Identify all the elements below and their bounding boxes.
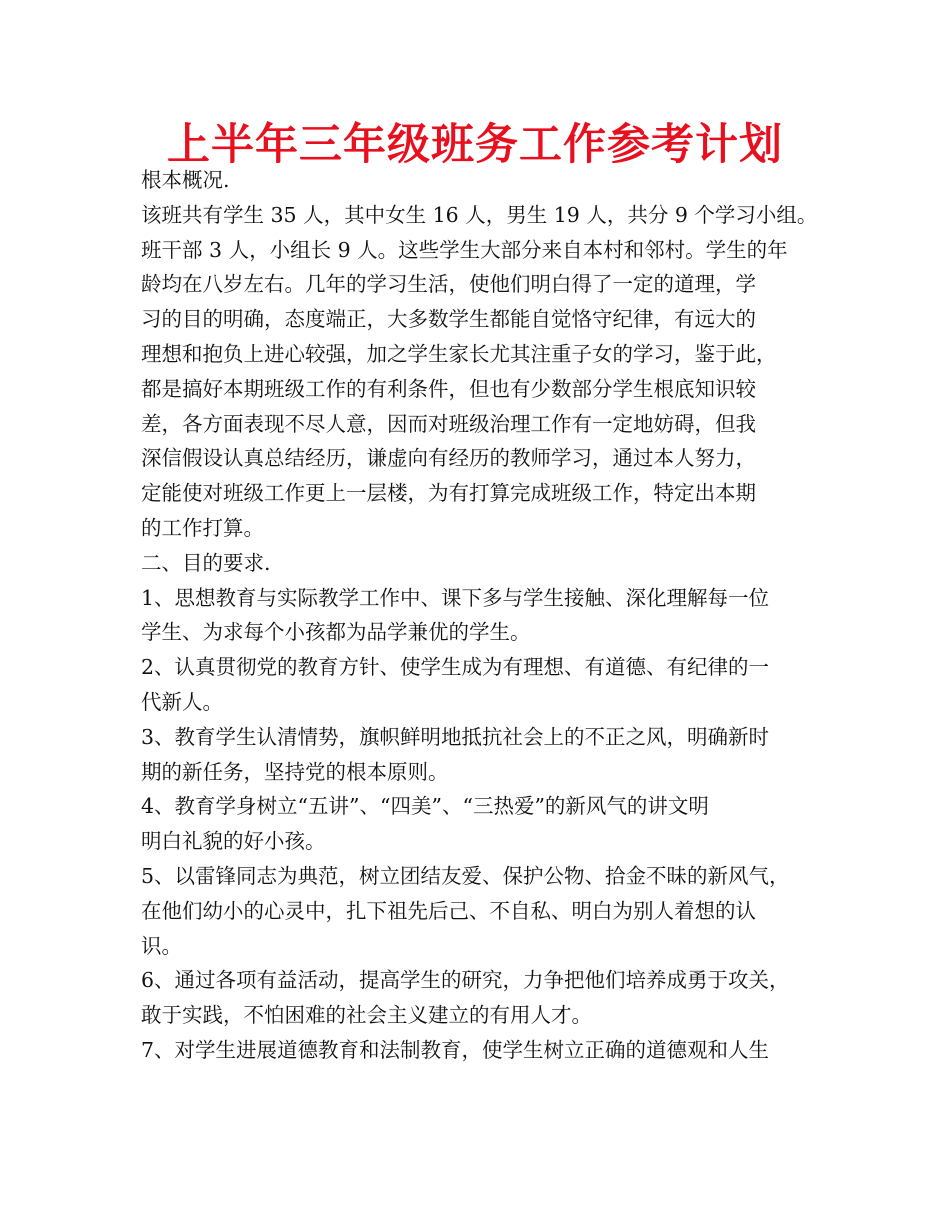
list-item-line: 7、对学生进展道德教育和法制教育，使学生树立正确的道德观和人生: [141, 1037, 770, 1062]
list-item-line: 期的新任务，坚持党的根本原则。: [141, 759, 449, 784]
text-line: 根本概况.: [141, 168, 230, 192]
list-item-line: 代新人。: [141, 689, 223, 714]
list-item-line: 3、教育学生认清情势，旗帜鲜明地抵抗社会上的不正之风，明确新时: [141, 724, 770, 749]
list-item-line: 学生、为求每个小孩都为品学兼优的学生。: [141, 620, 531, 645]
text-line: 习的目的明确，态度端正，大多数学生都能自觉恪守纪律，有远大的: [141, 307, 756, 332]
text-line: 都是搞好本期班级工作的有利条件，但也有少数部分学生根底知识较: [141, 376, 756, 401]
section-heading: 二、目的要求.: [141, 550, 271, 575]
list-item-line: 明白礼貌的好小孩。: [141, 829, 326, 854]
text-line: 差，各方面表现不尽人意，因而对班级治理工作有一定地妨碍，但我: [141, 411, 756, 436]
list-item-line: 1、思想教育与实际教学工作中、课下多与学生接触、深化理解每一位: [141, 585, 770, 610]
list-item-line: 识。: [141, 933, 182, 958]
list-item-line: 在他们幼小的心灵中，扎下祖先后己、不自私、明白为别人着想的认: [141, 898, 756, 923]
text-line: 龄均在八岁左右。几年的学习生活，使他们明白得了一定的道理，学: [141, 272, 756, 297]
list-item-line: 5、以雷锋同志为典范，树立团结友爱、保护公物、拾金不昧的新风气，: [141, 863, 790, 888]
list-item-line: 4、教育学身树立“五讲”、“四美”、“三热爱”的新风气的讲文明: [141, 794, 709, 819]
text-line: 深信假设认真总结经历，谦虚向有经历的教师学习，通过本人努力，: [141, 446, 756, 471]
page-title: 上半年三年级班务工作参考计划: [167, 120, 783, 170]
document-body: [141, 163, 841, 1068]
text-line: 定能使对班级工作更上一层楼，为有打算完成班级工作，特定出本期: [141, 481, 756, 506]
text-line: 班干部 3 人，小组长 9 人。这些学生大部分来自本村和邻村。学生的年: [141, 237, 788, 262]
list-item-line: 2、认真贯彻党的教育方针、使学生成为有理想、有道德、有纪律的一: [141, 655, 770, 680]
list-item-line: 敢于实践，不怕困难的社会主义建立的有用人才。: [141, 1003, 592, 1028]
text-line: 理想和抱负上进心较强，加之学生家长尤其注重子女的学习，鉴于此，: [141, 341, 777, 366]
text-line: 的工作打算。: [141, 515, 264, 540]
text-line: 该班共有学生 35 人，其中女生 16 人，男生 19 人，共分 9 个学习小组。: [141, 202, 818, 227]
list-item-line: 6、通过各项有益活动，提高学生的研究，力争把他们培养成勇于攻关，: [141, 968, 790, 993]
